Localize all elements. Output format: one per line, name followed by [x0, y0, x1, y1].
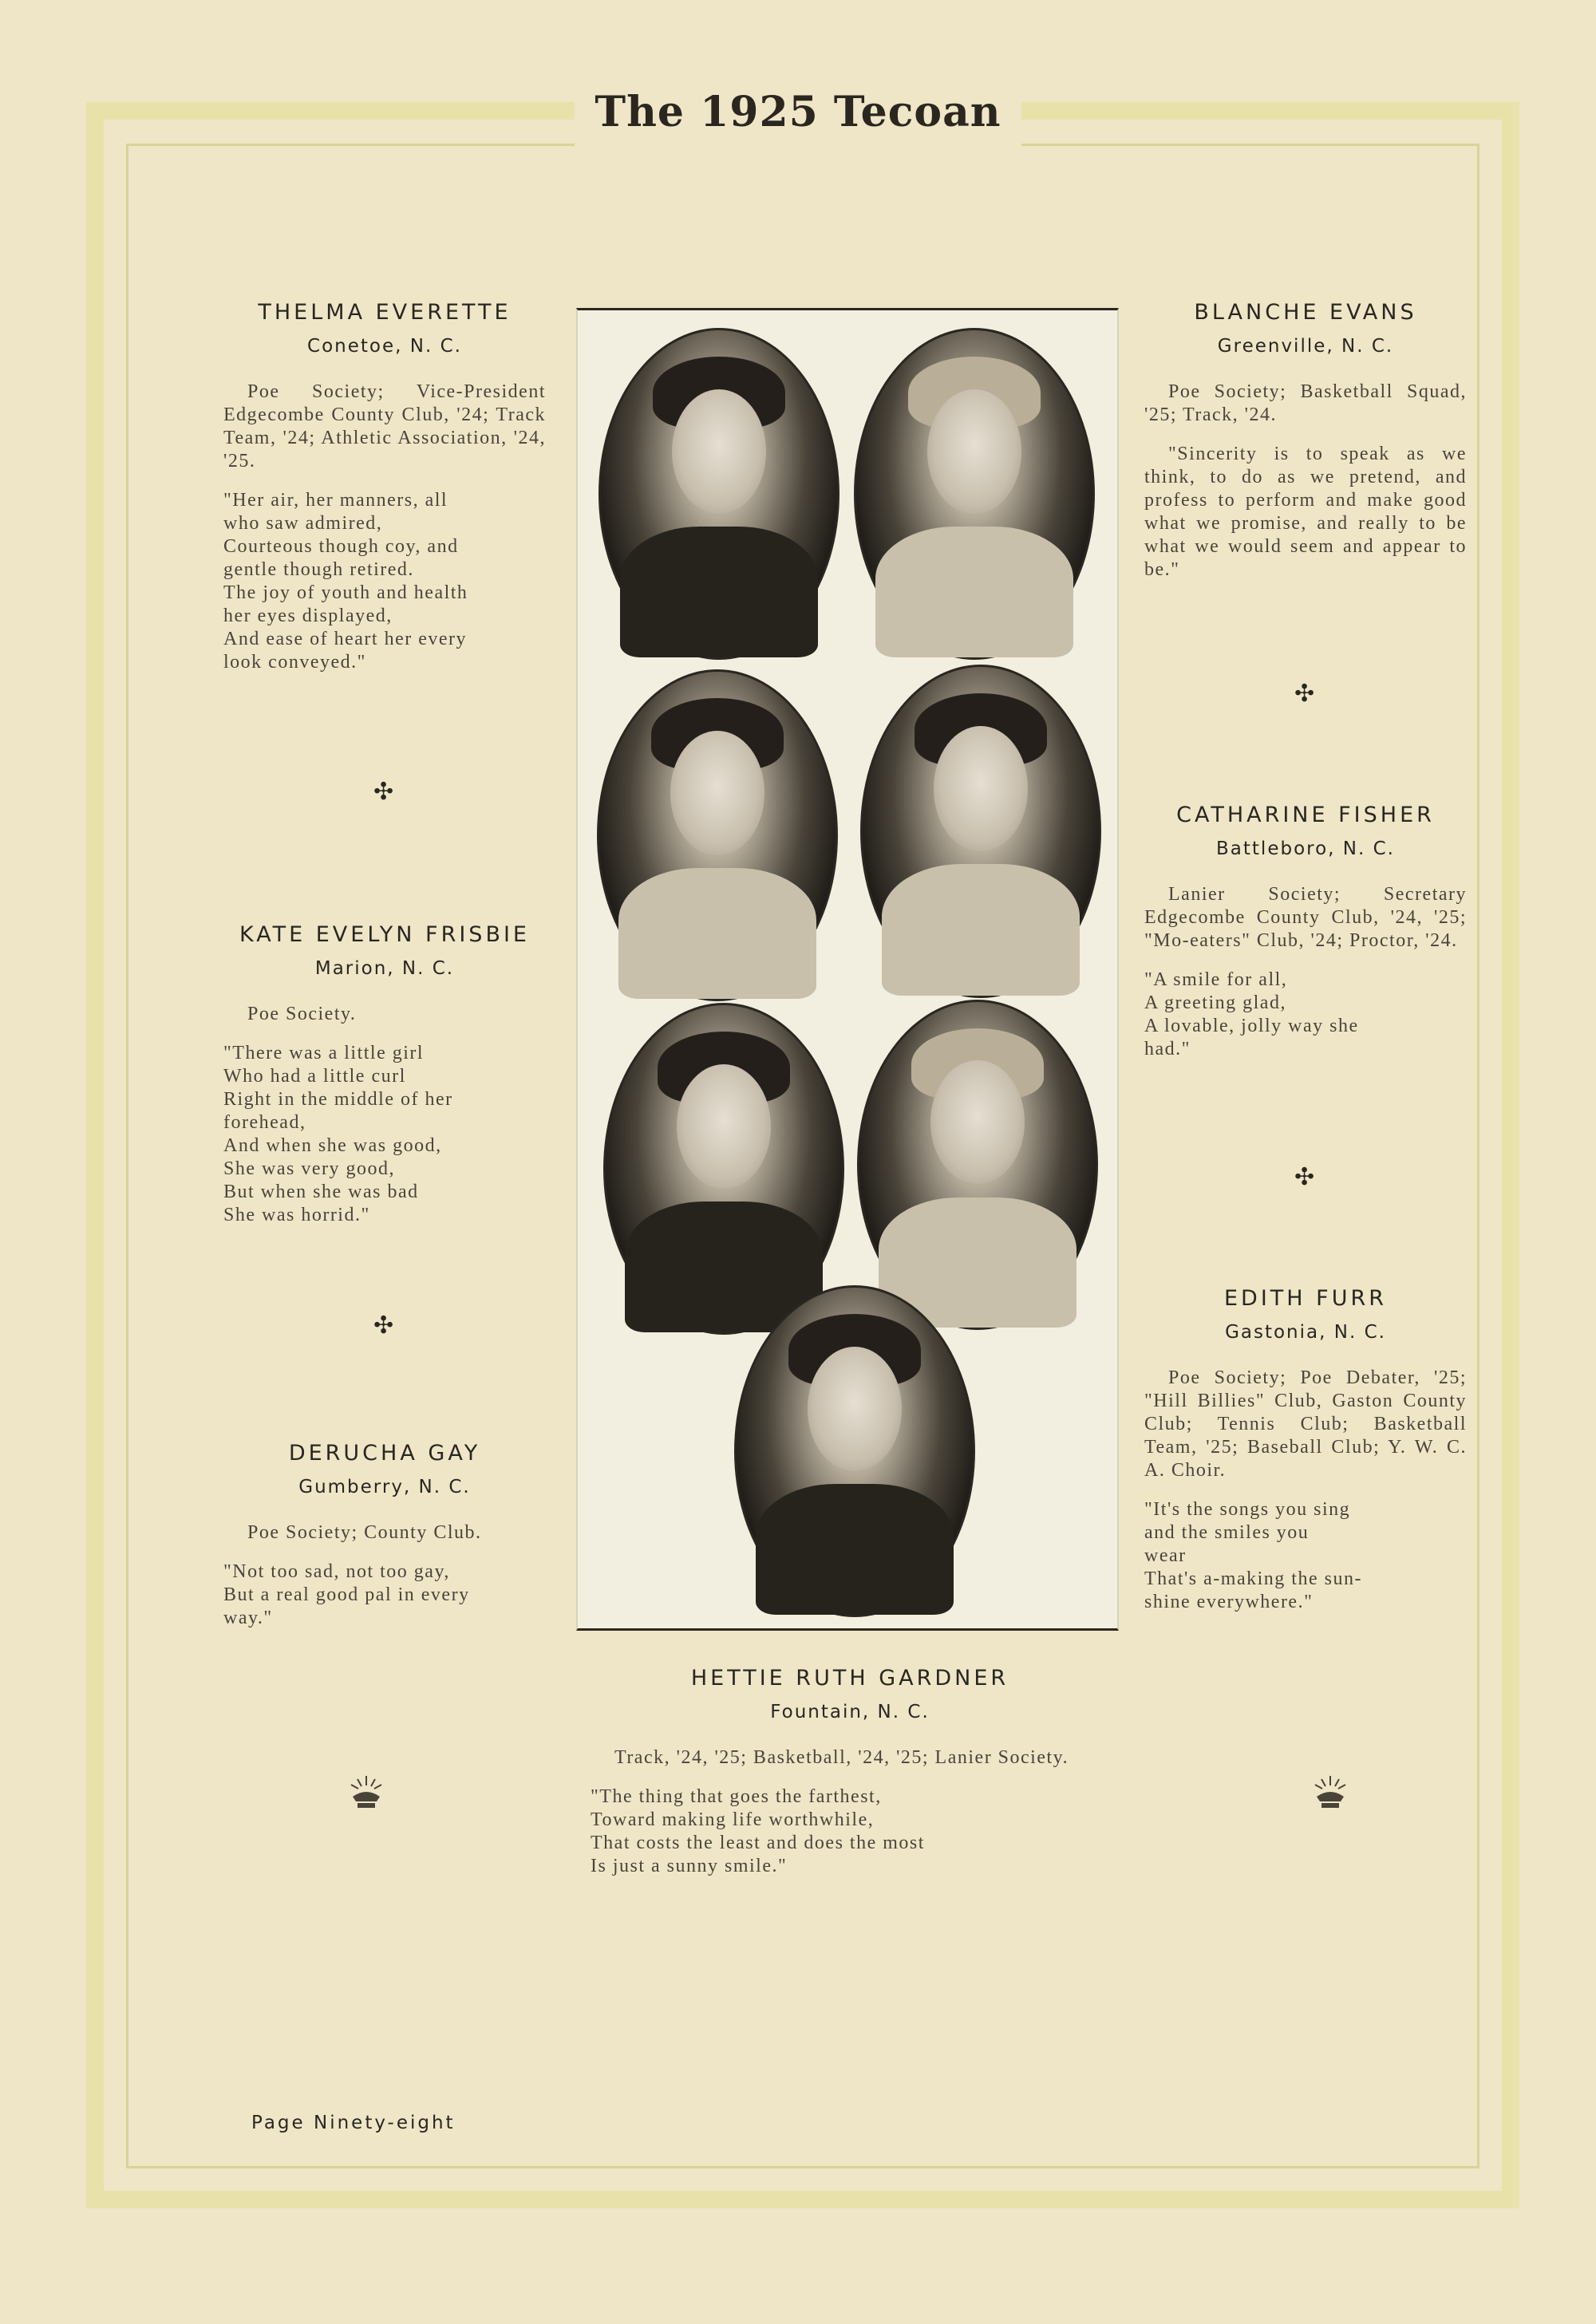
portrait-photo [860, 665, 1101, 998]
student-quote: "The thing that goes the farthest, Toward making life worthwhile, That costs the least and does the most Is just a sunny smile." [591, 1786, 925, 1876]
student-hometown: Battleboro, N. C. [1216, 838, 1395, 859]
student-name: HETTIE RUTH GARDNER [690, 1666, 1009, 1691]
portrait-photo [734, 1285, 975, 1617]
student-name: EDITH FURR [1223, 1286, 1387, 1311]
ornament-icon: ✣ [1294, 1163, 1315, 1191]
entry-derucha-gay [223, 1441, 546, 1630]
student-hometown: Fountain, N. C. [770, 1702, 930, 1722]
portrait-photo [603, 1003, 844, 1335]
student-quote: "A smile for all, A greeting glad, A lovable, jolly way she had." [1144, 969, 1359, 1059]
student-name: BLANCHE EVANS [1194, 300, 1417, 325]
portrait-panel [576, 308, 1119, 1631]
entry-kate-evelyn-frisbie [223, 922, 546, 1227]
portrait-photo [857, 1000, 1098, 1330]
entry-thelma-everette [223, 300, 546, 674]
student-activities: Poe Society; Vice-President Edgecombe County Club, '24; Track Team, '24; Athletic Association, '24, '25. [223, 381, 546, 472]
entry-blanche-evans [1144, 300, 1467, 582]
student-hometown: Gumberry, N. C. [298, 1477, 471, 1497]
student-hometown: Marion, N. C. [314, 958, 455, 979]
page-header-title: The 1925 Tecoan [595, 88, 1001, 136]
student-activities: Poe Society; Poe Debater, '25; "Hill Billies" Club, Gaston County Club; Tennis Club; Basketball Team, '25; Baseball Club; Y. W. C. A. Choir. [1144, 1367, 1467, 1481]
ornament-icon: ✣ [1294, 680, 1315, 708]
page-number-label: Page Ninety-eight [251, 2113, 456, 2133]
student-name: DERUCHA GAY [288, 1441, 481, 1466]
student-quote: "It's the songs you sing and the smiles you wear That's a-making the sun- shine everywhere." [1144, 1499, 1362, 1612]
student-hometown: Gastonia, N. C. [1225, 1322, 1386, 1343]
student-activities: Poe Society; Basketball Squad, '25; Track, '24. [1144, 381, 1467, 425]
student-quote: "Not too sad, not too gay, But a real good pal in every way." [223, 1561, 470, 1628]
student-quote: "Her air, her manners, all who saw admired, Courteous though coy, and gentle though retired. The joy of youth and health her eyes displayed, And ease of heart her every look conveyed." [223, 490, 468, 673]
student-activities: Track, '24, '25; Basketball, '24, '25; Lanier Society. [614, 1747, 1069, 1768]
student-quote: "Sincerity is to speak as we think, to do as we pretend, and profess to perform and make good what we promise, and really to be what we would seem and appear to be." [1144, 444, 1467, 580]
ornament-icon: ✣ [373, 1312, 394, 1340]
student-activities: Poe Society; County Club. [247, 1522, 482, 1543]
portrait-photo [598, 328, 839, 660]
entry-catharine-fisher [1144, 803, 1467, 1061]
entry-edith-furr [1144, 1286, 1467, 1614]
student-quote: "There was a little girl Who had a little curl Right in the middle of her forehead, And when she was good, She was very good, But when she was bad She was horrid." [223, 1043, 453, 1225]
student-name: KATE EVELYN FRISBIE [239, 922, 530, 947]
student-name: THELMA EVERETTE [258, 300, 512, 325]
ornament-icon: ✣ [373, 778, 394, 806]
lamp-emblem-icon [1310, 1773, 1350, 1813]
portrait-photo [597, 669, 838, 1001]
student-hometown: Conetoe, N. C. [307, 336, 462, 357]
student-activities: Poe Society. [247, 1004, 357, 1024]
lamp-emblem-icon [346, 1773, 386, 1813]
student-name: CATHARINE FISHER [1176, 803, 1435, 827]
student-activities: Lanier Society; Secretary Edgecombe County Club, '24, '25; "Mo-eaters" Club, '24; Proctor, '24. [1144, 884, 1467, 951]
student-hometown: Greenville, N. C. [1217, 336, 1394, 357]
portrait-photo [854, 328, 1095, 660]
entry-hettie-ruth-gardner [591, 1666, 1109, 1878]
